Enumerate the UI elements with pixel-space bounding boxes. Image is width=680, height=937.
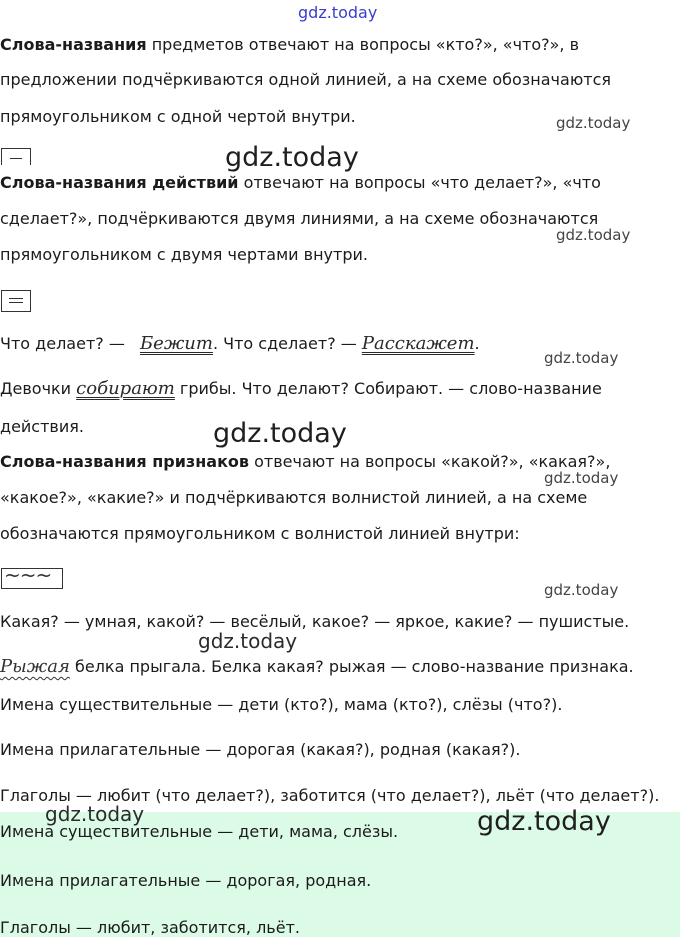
- task-verbs-line: Глаголы — любит (что делает?), заботится (что делает?), льёт (что делает?).: [0, 786, 660, 805]
- watermark-small: gdz.today: [556, 114, 631, 132]
- adj-sentence-line: [0, 657, 634, 677]
- verb-sentence-pre: Девочки: [0, 379, 77, 398]
- adj-example-line: Какая? — умная, какой? — весёлый, какое? — яркое, какие? — пушистые.: [0, 612, 630, 631]
- adj-rule-line-2: «какое?», «какие?» и подчёркиваются волнистой линией, а на схеме: [0, 488, 588, 507]
- watermark-small: gdz.today: [556, 226, 631, 244]
- verb-word-2: Расскажет: [361, 333, 475, 354]
- verb-sentence-line-2: действия.: [0, 417, 84, 436]
- verbs-rule-bold: Слова-названия действий: [0, 173, 239, 192]
- watermark-small: gdz.today: [544, 349, 619, 367]
- nouns-rule-line-2: предложении подчёркиваются одной линией, а на схеме обозначаются: [0, 70, 612, 89]
- answer-verbs-line: Глаголы — любит, заботится, льёт.: [0, 918, 300, 937]
- verb-sentence-line-1: [0, 379, 602, 399]
- adj-rule-line-3: обозначаются прямоугольником с волнистой линией внутри:: [0, 524, 520, 543]
- verb-sentence-post: грибы. Что делают? Собирают. — слово-название: [174, 379, 602, 398]
- watermark-medium: gdz.today: [198, 629, 298, 653]
- verb-example-line: [0, 334, 480, 354]
- verbs-rule-line-1: [0, 173, 601, 193]
- verb-scheme-box: [1, 290, 31, 312]
- verbs-rule-line-3: прямоугольником с двумя чертами внутри.: [0, 245, 368, 264]
- task-adjs-line: Имена прилагательные — дорогая (какая?), родная (какая?).: [0, 740, 521, 759]
- nouns-rule-line-1: [0, 35, 579, 55]
- adj-sentence-rest: белка прыгала. Белка какая? рыжая — слово-название признака.: [69, 657, 634, 676]
- verb-sentence-word: собирают: [76, 378, 175, 399]
- watermark-large: gdz.today: [477, 806, 611, 837]
- nouns-rule-line-3: прямоугольником с одной чертой внутри.: [0, 107, 356, 126]
- verb-example-end: .: [474, 334, 480, 353]
- verb-question-1: Что делает? —: [0, 334, 130, 353]
- verbs-rule-line-2: сделает?», подчёркиваются двумя линиями, а на схеме обозначаются: [0, 209, 599, 228]
- answer-nouns-line: Имена существительные — дети, мама, слёзы.: [0, 822, 399, 841]
- nouns-rule-text: предметов отвечают на вопросы «кто?», «что?», в: [146, 35, 580, 54]
- verbs-rule-text: отвечают на вопросы «что делает?», «что: [238, 173, 601, 192]
- watermark-small: gdz.today: [544, 469, 619, 487]
- watermark-large: gdz.today: [213, 418, 347, 449]
- noun-scheme-box: [1, 148, 31, 165]
- nouns-rule-bold: Слова-названия: [0, 35, 147, 54]
- adj-scheme-wave: ~~~: [4, 568, 52, 587]
- watermark-small: gdz.today: [544, 581, 619, 599]
- adj-sentence-word: Рыжая: [0, 656, 70, 677]
- verb-word-1: Бежит: [139, 333, 213, 354]
- answer-adjs-line: Имена прилагательные — дорогая, родная.: [0, 871, 372, 890]
- watermark-medium: gdz.today: [45, 802, 145, 826]
- verb-question-2: . Что сделает? —: [212, 334, 362, 353]
- watermark-top: gdz.today: [298, 3, 378, 22]
- adj-rule-text: отвечают на вопросы «какой?», «какая?»,: [249, 452, 611, 471]
- task-nouns-line: Имена существительные — дети (кто?), мама (кто?), слёзы (что?).: [0, 695, 563, 714]
- adj-rule-line-1: [0, 452, 610, 472]
- watermark-large: gdz.today: [225, 142, 359, 173]
- adj-rule-bold: Слова-названия признаков: [0, 452, 250, 471]
- adj-scheme-box: [1, 568, 63, 589]
